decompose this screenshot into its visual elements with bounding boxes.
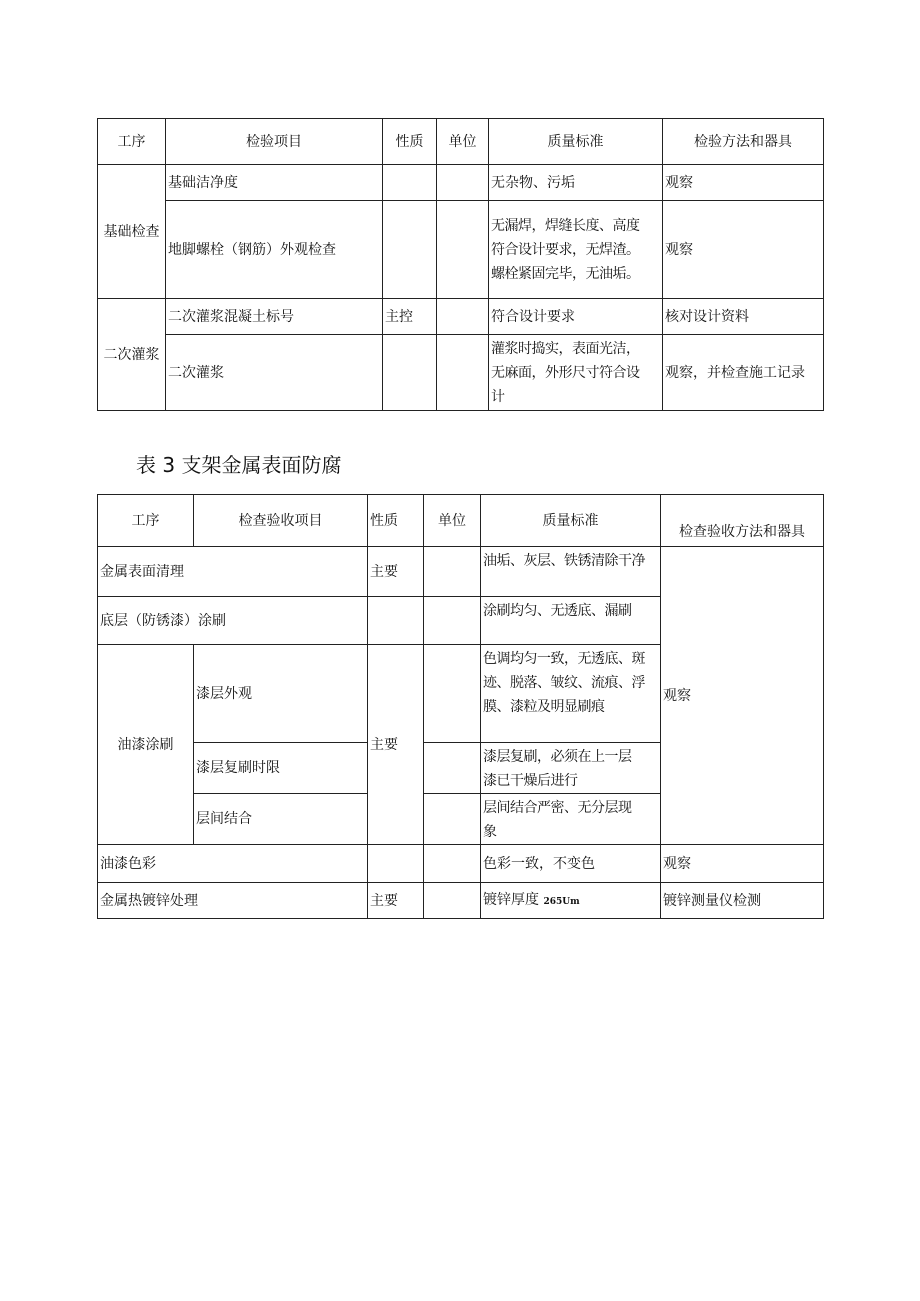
table-row [98, 201, 824, 299]
unit-cell [424, 645, 481, 743]
table-header-row [98, 495, 824, 547]
unit-cell [424, 597, 481, 645]
method-cell: 观察 [661, 845, 824, 883]
unit-cell [437, 335, 489, 411]
item-cell: 二次灌浆 [166, 335, 383, 411]
process-cell: 基础检查 [98, 165, 166, 299]
standard-cell: 符合设计要求 [489, 299, 663, 335]
header-inspection-method: 检验方法和器具 [663, 119, 824, 165]
nature-cell [383, 165, 437, 201]
nature-cell [368, 845, 424, 883]
header-process: 工序 [98, 119, 166, 165]
table-row [98, 335, 824, 411]
table-header-row [98, 119, 824, 165]
item-cell: 金属热镀锌处理 [98, 883, 368, 919]
item-cell: 二次灌浆混凝土标号 [166, 299, 383, 335]
method-cell: 观察 [663, 165, 824, 201]
unit-cell [424, 845, 481, 883]
table-row [98, 547, 824, 597]
item-cell: 漆层复刷时限 [194, 743, 368, 794]
item-cell: 层间结合 [194, 794, 368, 845]
unit-cell [424, 794, 481, 845]
unit-cell [437, 299, 489, 335]
nature-cell [383, 335, 437, 411]
method-cell: 核对设计资料 [663, 299, 824, 335]
standard-text: 镀锌厚度 [483, 891, 539, 908]
header-unit: 单位 [437, 119, 489, 165]
item-cell: 地脚螺栓（钢筋）外观检查 [166, 201, 383, 299]
nature-cell [368, 597, 424, 645]
standard-cell [481, 883, 661, 919]
standard-cell: 漆层复刷，必须在上一层 漆已干燥后进行 [481, 743, 661, 794]
unit-cell [424, 883, 481, 919]
standard-cell: 色调均匀一致，无透底、斑 迹、脱落、皱纹、流痕、浮 膜、漆粒及明显刷痕 [481, 645, 661, 743]
nature-cell [383, 201, 437, 299]
header-quality-standard: 质量标准 [481, 495, 661, 547]
table-row [98, 299, 824, 335]
nature-cell: 主要 [368, 547, 424, 597]
table-title: 表 3 支架金属表面防腐 [136, 453, 342, 477]
unit-cell [437, 165, 489, 201]
method-cell: 镀锌测量仪检测 [661, 883, 824, 919]
item-cell: 底层（防锈漆）涂刷 [98, 597, 368, 645]
item-cell: 金属表面清理 [98, 547, 368, 597]
item-cell: 基础洁净度 [166, 165, 383, 201]
standard-cell: 油垢、灰层、铁锈清除干净 [481, 547, 661, 597]
standard-cell: 层间结合严密、无分层现 象 [481, 794, 661, 845]
standard-cell: 无漏焊，焊缝长度、高度 符合设计要求，无焊渣。 螺栓紧固完毕，无油垢。 [489, 201, 663, 299]
header-inspection-item: 检验项目 [166, 119, 383, 165]
header-quality-standard: 质量标准 [489, 119, 663, 165]
header-inspection-method: 检查验收方法和器具 [661, 495, 824, 547]
item-cell: 漆层外观 [194, 645, 368, 743]
header-inspection-item: 检查验收项目 [194, 495, 368, 547]
table-row [98, 165, 824, 201]
table-row [98, 845, 824, 883]
header-unit: 单位 [424, 495, 481, 547]
bracket-anticorrosion-table [97, 494, 824, 919]
foundation-inspection-table [97, 118, 824, 411]
nature-cell: 主要 [368, 883, 424, 919]
method-cell: 观察，并检查施工记录 [663, 335, 824, 411]
standard-value: 265Um [543, 896, 580, 907]
header-nature: 性质 [383, 119, 437, 165]
process-cell: 二次灌浆 [98, 299, 166, 411]
process-cell: 油漆涂刷 [98, 645, 194, 845]
merged-method-cell: 观察 [661, 547, 824, 845]
nature-cell: 主控 [383, 299, 437, 335]
table-row [98, 883, 824, 919]
standard-cell: 色彩一致，不变色 [481, 845, 661, 883]
unit-cell [424, 547, 481, 597]
nature-cell: 主要 [368, 645, 424, 845]
method-cell: 观察 [663, 201, 824, 299]
standard-cell: 灌浆时捣实，表面光洁， 无麻面，外形尺寸符合设 计 [489, 335, 663, 411]
unit-cell [437, 201, 489, 299]
header-nature: 性质 [368, 495, 424, 547]
standard-cell: 无杂物、污垢 [489, 165, 663, 201]
standard-cell: 涂刷均匀、无透底、漏刷 [481, 597, 661, 645]
header-process: 工序 [98, 495, 194, 547]
item-cell: 油漆色彩 [98, 845, 368, 883]
unit-cell [424, 743, 481, 794]
